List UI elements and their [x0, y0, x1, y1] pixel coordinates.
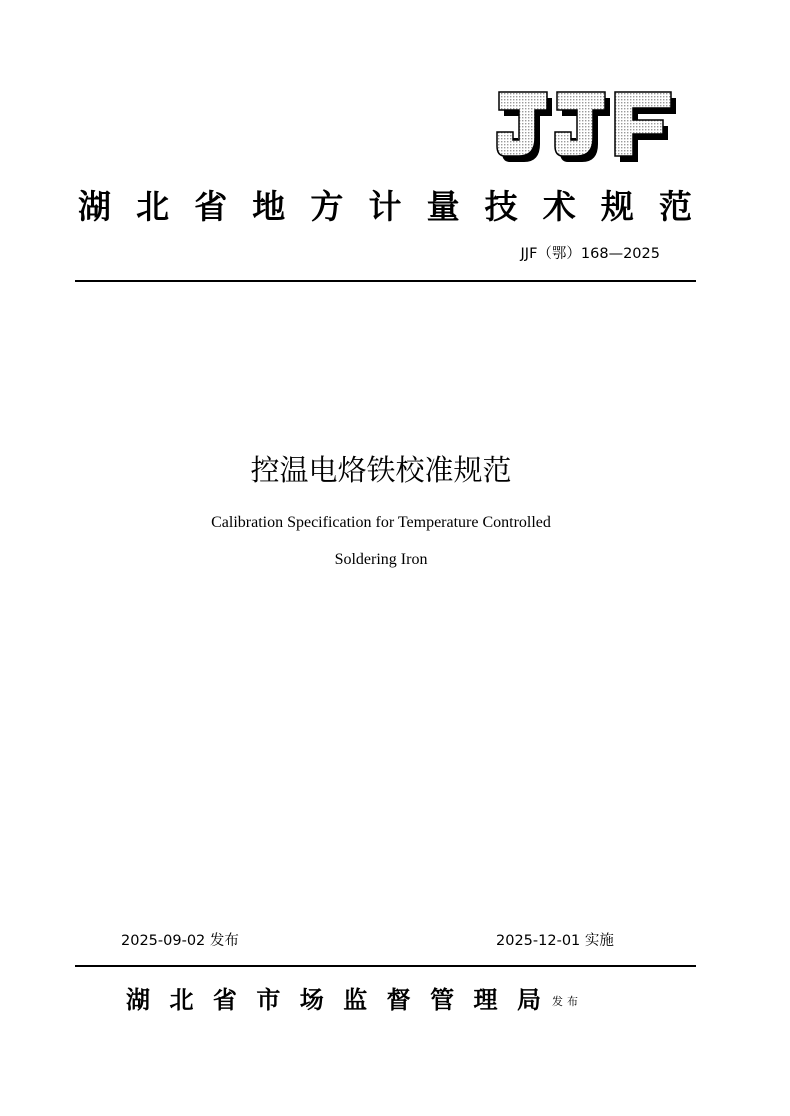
publish-label: 发布 [552, 995, 582, 1008]
jjf-logo-graphic [495, 90, 677, 166]
footer-divider [75, 965, 696, 967]
authority-char: 场 [299, 985, 324, 1014]
document-title-cn: 控温电烙铁校准规范 [250, 453, 512, 487]
org-title-char: 计 [368, 187, 402, 226]
org-title-char: 省 [194, 187, 228, 226]
authority-char: 理 [473, 985, 498, 1014]
org-title-char: 湖 [78, 187, 111, 226]
authority-char: 省 [212, 985, 237, 1014]
authority-char: 北 [169, 985, 194, 1014]
org-title-char: 范 [658, 187, 692, 226]
org-title-char: 量 [426, 187, 460, 226]
document-title-en-line2: Soldering Iron [334, 551, 428, 568]
org-title-char: 术 [542, 187, 576, 226]
jjf-logo [495, 90, 677, 166]
org-title-char: 规 [600, 187, 634, 226]
authority-char: 市 [256, 985, 281, 1014]
org-title-char: 方 [310, 187, 344, 226]
issuing-authority [126, 983, 541, 1017]
issue-date: 2025-09-02 发布 [121, 933, 239, 949]
authority-char: 局 [516, 985, 541, 1014]
implementation-date: 2025-12-01 实施 [496, 933, 614, 949]
authority-char: 管 [430, 985, 455, 1014]
authority-char: 督 [386, 985, 411, 1014]
org-title-char: 北 [136, 187, 170, 226]
authority-char: 监 [343, 985, 368, 1014]
document-title-en-line1: Calibration Specification for Temperature Controlled [211, 514, 551, 531]
org-title-char: 地 [252, 187, 286, 226]
org-title [78, 184, 692, 230]
document-code: JJF（鄂）168—2025 [520, 246, 660, 262]
org-title-char: 技 [484, 187, 518, 226]
authority-char: 湖 [126, 985, 150, 1014]
header-divider [75, 280, 696, 282]
